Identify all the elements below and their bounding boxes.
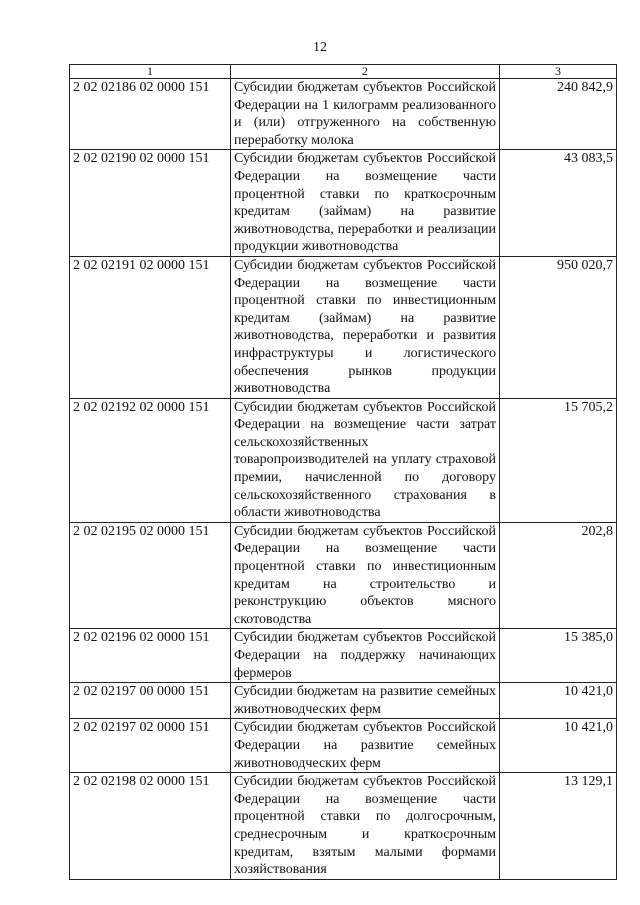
- table-row: [70, 79, 617, 150]
- budget-code-cell: 2 02 02191 02 0000 151: [70, 256, 231, 398]
- budget-code-cell: 2 02 02195 02 0000 151: [70, 522, 231, 629]
- table-row: [70, 629, 617, 683]
- table-row: [70, 398, 617, 522]
- budget-code-cell: 2 02 02198 02 0000 151: [70, 773, 231, 880]
- amount-cell: 240 842,9: [500, 79, 617, 150]
- description-cell: Субсидии бюджетам субъектов Российской Федерации на возмещение части затрат сельскохозяйственных товаропроизводителей на уплату страховой премии, начисленной по договору сельскохозяйственного страхования в области животноводства: [231, 398, 500, 522]
- amount-cell: 15 705,2: [500, 398, 617, 522]
- description-cell: Субсидии бюджетам субъектов Российской Федерации на развитие семейных животноводческих ферм: [231, 719, 500, 773]
- amount-cell: 15 385,0: [500, 629, 617, 683]
- table-row: [70, 773, 617, 880]
- table-row: [70, 522, 617, 629]
- amount-cell: 13 129,1: [500, 773, 617, 880]
- budget-code-cell: 2 02 02186 02 0000 151: [70, 79, 231, 150]
- amount-cell: 10 421,0: [500, 719, 617, 773]
- amount-cell: 202,8: [500, 522, 617, 629]
- column-header-name: 2: [231, 65, 500, 79]
- table-row: [70, 150, 617, 257]
- table-row: [70, 719, 617, 773]
- amount-cell: 10 421,0: [500, 683, 617, 719]
- budget-code-cell: 2 02 02197 00 0000 151: [70, 683, 231, 719]
- amount-cell: 43 083,5: [500, 150, 617, 257]
- column-header-code: 1: [70, 65, 231, 79]
- table-row: [70, 256, 617, 398]
- budget-code-cell: 2 02 02196 02 0000 151: [70, 629, 231, 683]
- description-cell: Субсидии бюджетам субъектов Российской Федерации на возмещение части процентной ставки по краткосрочным кредитам (займам) на развитие животноводства, переработки и реализации продукции животноводства: [231, 150, 500, 257]
- page-number: 12: [313, 40, 327, 55]
- budget-code-cell: 2 02 02192 02 0000 151: [70, 398, 231, 522]
- amount-cell: 950 020,7: [500, 256, 617, 398]
- description-cell: Субсидии бюджетам субъектов Российской Федерации на 1 килограмм реализованного и (или) отгруженного на собственную переработку молока: [231, 79, 500, 150]
- budget-code-cell: 2 02 02190 02 0000 151: [70, 150, 231, 257]
- table-header-row: [70, 65, 617, 79]
- table-row: [70, 683, 617, 719]
- description-cell: Субсидии бюджетам субъектов Российской Федерации на возмещение части процентной ставки по долгосрочным, среднесрочным и краткосрочным кредитам, взятым малыми формами хозяйствования: [231, 773, 500, 880]
- description-cell: Субсидии бюджетам на развитие семейных животноводческих ферм: [231, 683, 500, 719]
- budget-table: [69, 64, 617, 880]
- budget-code-cell: 2 02 02197 02 0000 151: [70, 719, 231, 773]
- column-header-amount: 3: [500, 65, 617, 79]
- description-cell: Субсидии бюджетам субъектов Российской Федерации на возмещение части процентной ставки по инвестиционным кредитам на строительство и реконструкцию объектов мясного скотоводства: [231, 522, 500, 629]
- description-cell: Субсидии бюджетам субъектов Российской Федерации на поддержку начинающих фермеров: [231, 629, 500, 683]
- description-cell: Субсидии бюджетам субъектов Российской Федерации на возмещение части процентной ставки по инвестиционным кредитам (займам) на развитие животноводства, переработки и развития инфраструктуры и логистического обеспечения рынков продукции животноводства: [231, 256, 500, 398]
